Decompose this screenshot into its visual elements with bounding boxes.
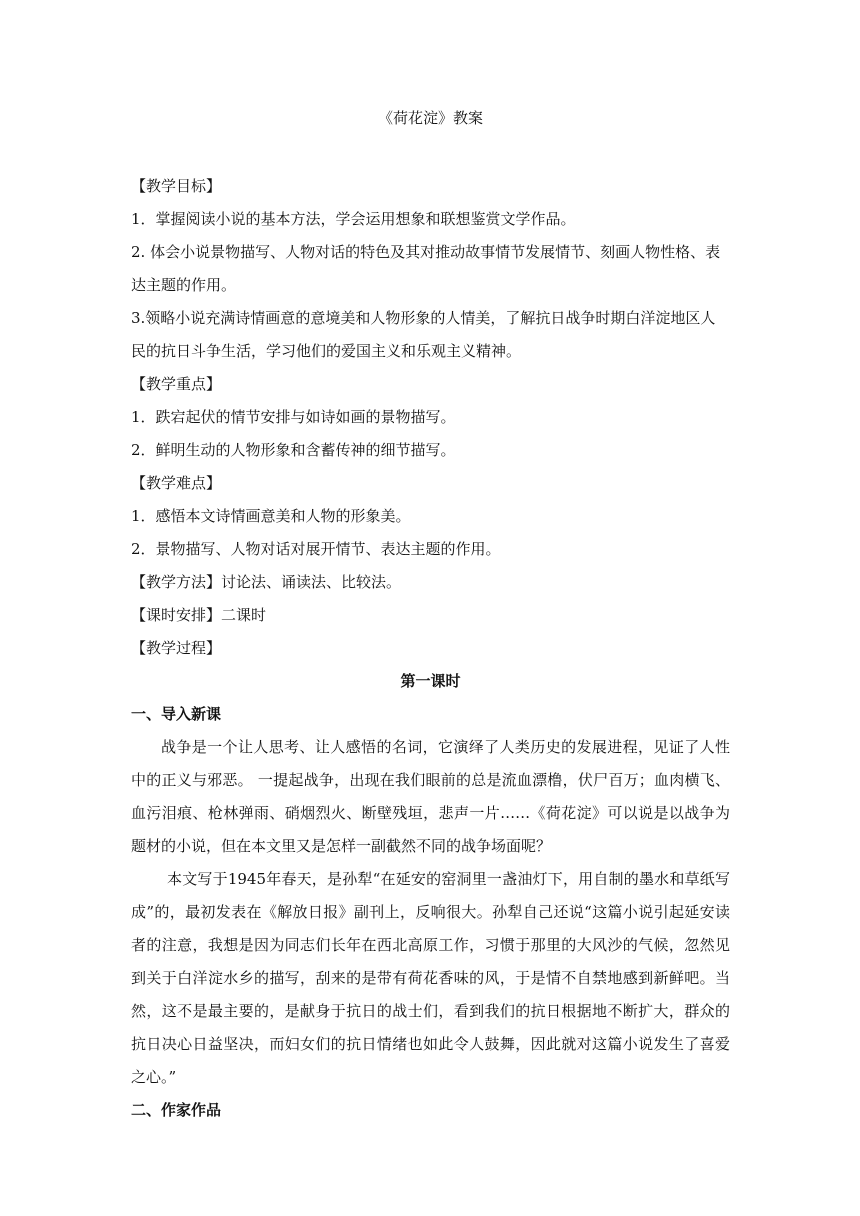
schedule-label: 【课时安排】 (131, 606, 222, 624)
document-title: 《荷花淀》教案 (377, 109, 483, 127)
section-two-heading: 二、作家作品 (131, 1101, 222, 1119)
methods-line (131, 566, 730, 599)
objectives-label: 【教学目标】 (131, 177, 222, 195)
section-one-heading: 一、导入新课 (131, 705, 222, 723)
key-point-item-1: 1．跌宕起伏的情节安排与如诗如画的景物描写。 (131, 408, 456, 426)
key-points-label: 【教学重点】 (131, 375, 222, 393)
objective-item-2: 2. 体会小说景物描写、人物对话的特色及其对推动故事情节发展情节、刻画人物性格、表达主题的作用。 (131, 243, 721, 294)
lesson-one-heading: 第一课时 (400, 672, 461, 690)
process-label: 【教学过程】 (131, 639, 222, 657)
objective-item-1: 1．掌握阅读小说的基本方法，学会运用想象和联想鉴赏文学作品。 (131, 210, 576, 228)
intro-paragraph-2: 本文写于1945年春天，是孙犁“在延安的窑洞里一盏油灯下，用自制的墨水和草纸写成”的，最初发表在《解放日报》副刊上，反响很大。孙犁自己还说“这篇小说引起延安读者的注意，我想是因为同志们长年在西北高原工作，习惯于那里的大风沙的气候，忽然见到关于白洋淀水乡的描写，刮来的是带有荷花香味的风，于是情不自禁地感到新鲜吧。当然，这不是最主要的，是献身于抗日的战士们，看到我们的抗日根据地不断扩大，群众的抗日决心日益坚决，而妇女们的抗日情绪也如此令人鼓舞，因此就对这篇小说发生了喜爱之心。” (131, 870, 730, 1086)
difficulty-item-1: 1．感悟本文诗情画意美和人物的形象美。 (131, 507, 411, 525)
methods-label: 【教学方法】 (131, 573, 222, 591)
difficulty-item-2: 2．景物描写、人物对话对展开情节、表达主题的作用。 (131, 540, 501, 558)
key-point-item-2: 2．鲜明生动的人物形象和含蓄传神的细节描写。 (131, 441, 456, 459)
difficulties-label: 【教学难点】 (131, 474, 222, 492)
methods-value: 讨论法、诵读法、比较法。 (221, 573, 402, 591)
schedule-value: 二课时 (221, 606, 267, 624)
intro-paragraph-1: 战争是一个让人思考、让人感悟的名词，它演绎了人类历史的发展进程，见证了人性中的正义与邪恶。 一提起战争，出现在我们眼前的总是流血漂橹，伏尸百万；血肉横飞、血污泪痕、枪林弹雨、硝烟烈火、断壁残垣，悲声一片……《荷花淀》可以说是以战争为题材的小说，但在本文里又是怎样一副截然不同的战争场面呢？ (131, 738, 730, 855)
objective-item-3: 3.领略小说充满诗情画意的意境美和人物形象的人情美，了解抗日战争时期白洋淀地区人民的抗日斗争生活，学习他们的爱国主义和乐观主义精神。 (131, 309, 716, 360)
schedule-line (131, 599, 730, 632)
